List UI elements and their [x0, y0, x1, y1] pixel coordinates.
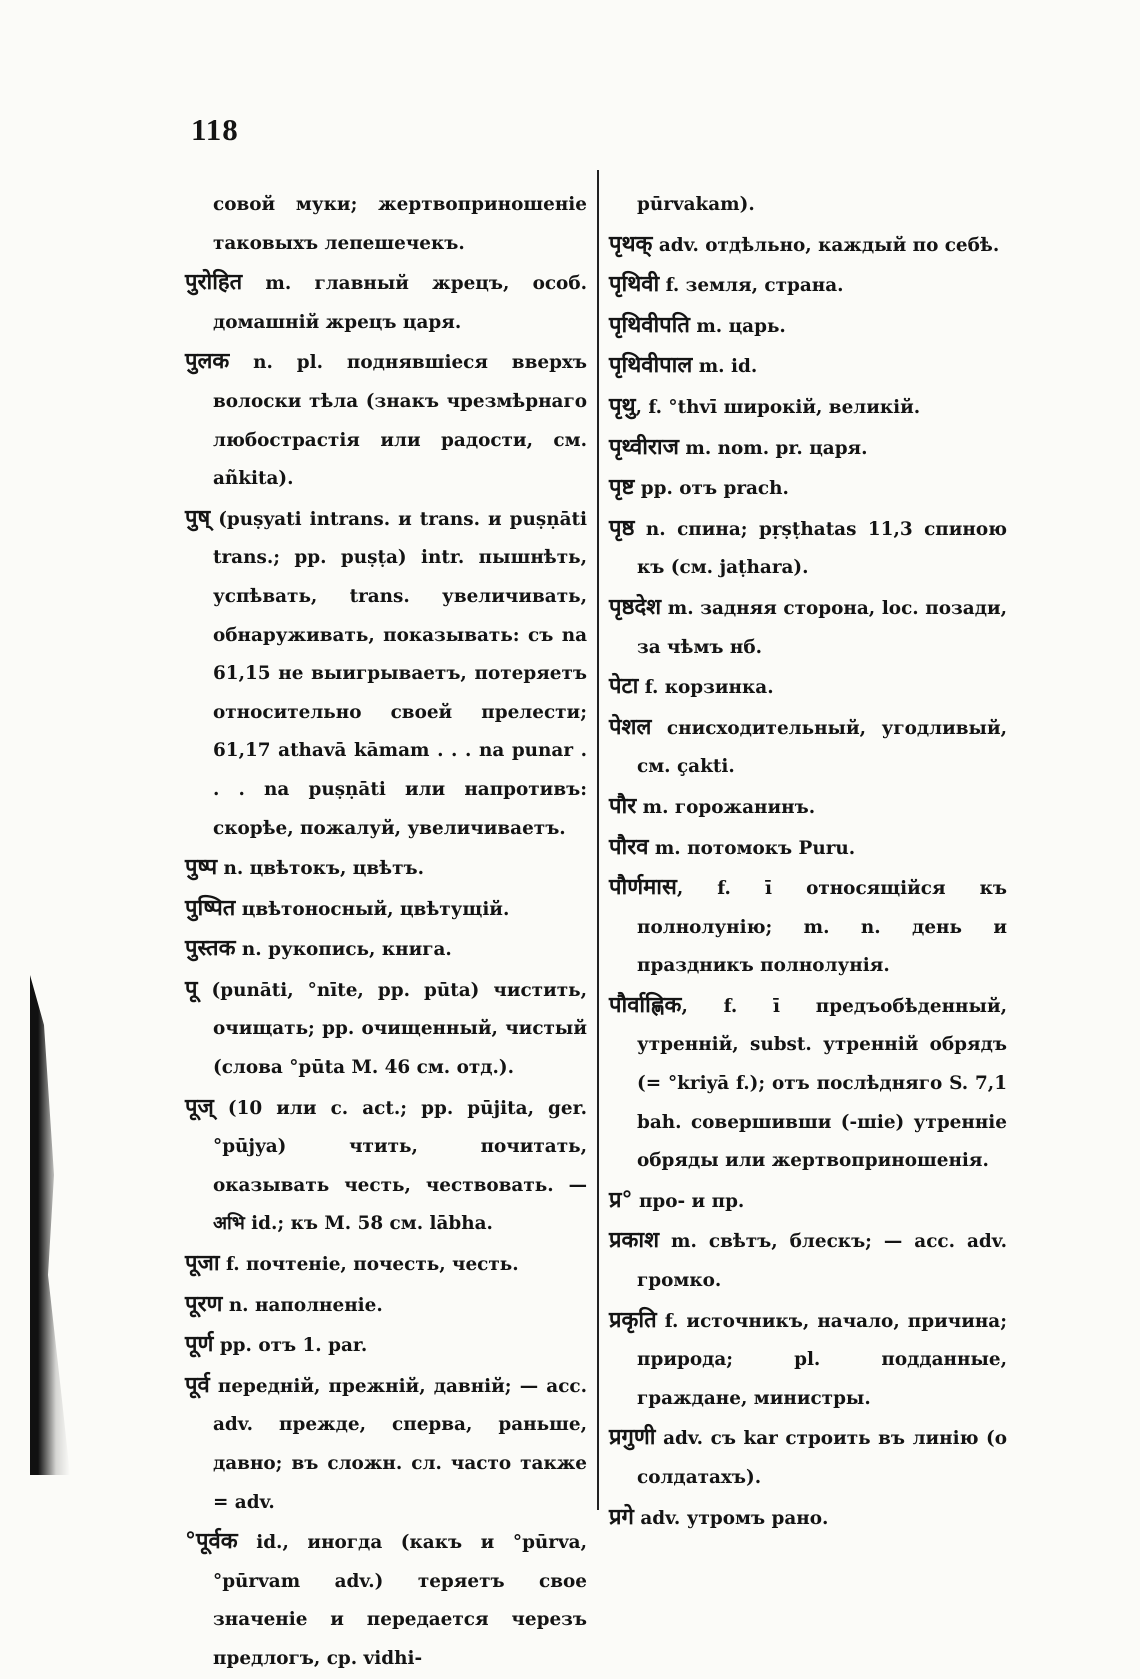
entry-definition: n. pl. поднявшіеся вверхъ волоски тѣла (знакъ чрезмѣрнаго любострастія или радости, см. añkita).: [213, 352, 587, 490]
dictionary-entry: [185, 1325, 587, 1366]
entry-headword: पौरव: [609, 833, 649, 860]
entry-definition: id., иногда (какъ и °pūrva, °pūrvam adv.) теряетъ свое значеніе и передается черезъ предлогъ, ср. vidhi-: [213, 1532, 587, 1669]
dictionary-entry: [609, 225, 1007, 266]
dictionary-entry: [609, 667, 1007, 708]
dictionary-entry: [609, 306, 1007, 347]
entry-definition: m. свѣтъ, блескъ; — acc. adv. громко.: [637, 1231, 1007, 1292]
entry-headword: प्र°: [609, 1186, 633, 1213]
entry-definition: m. главный жрецъ, особ. домашній жрецъ царя.: [213, 273, 587, 333]
dictionary-entry: [609, 346, 1007, 387]
dictionary-entry: [185, 342, 587, 498]
entry-headword: पुरोहित: [185, 269, 243, 296]
entry-definition: n. цвѣтокъ, цвѣтъ.: [223, 858, 425, 880]
entry-definition: передній, прежній, давній; — acc. adv. прежде, сперва, раньше, давно; въ сложн. сл. часто также = adv.: [213, 1375, 587, 1513]
entry-definition: цвѣтоносный, цвѣтущій.: [241, 898, 510, 920]
entry-definition: m. горожанинъ.: [642, 796, 816, 818]
entry-definition: n. наполненіе.: [228, 1294, 383, 1316]
entry-headword: पृथक्: [609, 230, 653, 257]
dictionary-entry: [609, 1418, 1007, 1497]
entry-definition: m. id.: [698, 356, 758, 378]
entry-headword: पृथिवीपाल: [609, 352, 693, 379]
entry-headword: पृष्ट: [609, 474, 635, 501]
entry-headword: पूज्: [185, 1093, 214, 1120]
entry-definition: m. задняя сторона, loc. позади, за чѣмъ нб.: [637, 597, 1007, 658]
dictionary-entry: [609, 468, 1007, 509]
dictionary-entry-continuation: [609, 186, 1007, 225]
entry-headword: प्रगुणी: [609, 1424, 656, 1451]
entry-headword: पृष्ठदेश: [609, 593, 662, 620]
entry-headword: पौर: [609, 792, 637, 819]
dictionary-entry: [185, 263, 587, 342]
entry-definition: pūrvakam).: [637, 194, 755, 215]
entry-headword: पृथ्वीराज: [609, 433, 679, 460]
entry-headword: पृथिवीपति: [609, 311, 690, 338]
dictionary-entry: [609, 787, 1007, 828]
entry-definition: (punāti, °nīte, pp. pūta) чистить, очищать; pp. очищенный, чистый (слова °pūta M. 46 см. отд.).: [211, 979, 587, 1079]
dictionary-entry: [609, 1301, 1007, 1419]
dictionary-entry: [609, 1181, 1007, 1222]
dictionary-entry: [609, 986, 1007, 1181]
dictionary-entry: [185, 929, 587, 970]
entry-definition: f. корзинка.: [644, 677, 774, 699]
entry-definition: pp. отъ 1. par.: [219, 1335, 368, 1357]
entry-headword: पूर्ण: [185, 1331, 214, 1358]
entry-definition: f. земля, страна.: [665, 275, 844, 297]
left-column: [185, 186, 587, 1679]
entry-headword: पुलक: [185, 348, 230, 375]
entry-definition: adv. съ kar строить въ линію (о солдатахъ).: [637, 1428, 1007, 1488]
dictionary-entry: [185, 1088, 587, 1244]
entry-definition: совой муки; жертвоприношеніе таковыхъ лепешечекъ.: [213, 194, 587, 254]
entry-headword: प्रकाश: [609, 1227, 660, 1254]
entry-definition: n. рукопись, книга.: [241, 939, 452, 961]
entry-headword: पौर्णमास: [609, 874, 677, 901]
entry-definition: n. спина; pṛṣṭhatas 11,3 спиною къ (см. jaṭhara).: [637, 518, 1007, 579]
entry-definition: adv. утромъ рано.: [640, 1507, 829, 1529]
entry-definition: m. потомокъ Puru.: [654, 837, 856, 859]
entry-headword: पुष्: [185, 504, 211, 531]
entry-headword: पृथु: [609, 392, 636, 419]
entry-headword: पृष्ठ: [609, 514, 635, 541]
page-number: 118: [191, 112, 239, 147]
entry-headword: पुष्प: [185, 854, 218, 881]
dictionary-entry: [609, 588, 1007, 667]
entry-definition: (10 или c. act.; pp. pūjita, ger. °pūjya) чтить, почитать, оказывать честь, чествовать. — अभि id.; къ M. 58 см. lābha.: [213, 1097, 588, 1235]
dictionary-entry: [609, 509, 1007, 588]
dictionary-entry: [609, 708, 1007, 787]
entry-definition: , f. ī предъобѣденный, утренній, subst. утренній обрядъ (= °kriyā f.); отъ послѣдняго S. 7,1 bah. совершивши (-шіе) утренніе обряды или жертвоприношенія.: [637, 995, 1007, 1172]
dictionary-entry: [185, 848, 587, 889]
entry-headword: पेटा: [609, 673, 639, 700]
dictionary-entry-continuation: [185, 186, 587, 263]
entry-definition: pp. отъ prach.: [640, 478, 789, 500]
entry-headword: पेशल: [609, 713, 652, 740]
dictionary-entry: [609, 265, 1007, 306]
entry-definition: (puṣyati intrans. и trans. и puṣṇāti trans.; pp. puṣṭa) intr. пышнѣть, успѣвать, trans. увеличивать, обнаруживать, показывать: съ na 61,15 не выигрываетъ, потеряетъ относительно своей прелести; 61,17 athavā kāmam . . . na punar . . . na puṣṇāti или напротивъ: скорѣе, пожалуй, увеличиваетъ.: [213, 508, 588, 839]
entry-definition: m. царь.: [696, 315, 786, 337]
entry-headword: पौर्वाह्णिक: [609, 991, 682, 1018]
entry-headword: पुस्तक: [185, 935, 236, 962]
entry-definition: adv. отдѣльно, каждый по себѣ.: [658, 234, 1000, 256]
dictionary-entry: [609, 1221, 1007, 1300]
entry-headword: पूर्व: [185, 1371, 210, 1398]
entry-headword: पूजा: [185, 1250, 220, 1277]
entry-headword: प्रकृति: [609, 1306, 657, 1333]
entry-headword: °पूर्वक: [185, 1528, 238, 1555]
dictionary-entry: [185, 1522, 587, 1678]
entry-headword: पृथिवी: [609, 271, 660, 298]
entry-definition: m. nom. pr. царя.: [685, 437, 868, 459]
entry-definition: f. почтеніе, почесть, честь.: [225, 1254, 519, 1276]
entry-definition: , f. ī относящійся къ полнолунію; m. n. день и праздникъ полнолунія.: [637, 878, 1007, 977]
dictionary-entry: [185, 970, 587, 1088]
dictionary-entry: [185, 499, 587, 848]
entry-headword: पू: [185, 975, 198, 1002]
scan-edge-shadow: [30, 975, 70, 1475]
entry-headword: पूरण: [185, 1290, 223, 1317]
dictionary-entry: [609, 868, 1007, 986]
dictionary-entry: [185, 889, 587, 930]
dictionary-entry: [609, 1498, 1007, 1539]
dictionary-entry: [609, 387, 1007, 428]
entry-definition: снисходительный, угодливый, см. çakti.: [637, 717, 1007, 778]
right-column: [609, 186, 1007, 1538]
dictionary-entry: [609, 828, 1007, 869]
entry-definition: про- и пр.: [638, 1190, 745, 1212]
dictionary-entry: [185, 1366, 587, 1522]
entry-headword: पुष्पित: [185, 894, 236, 921]
entry-headword: प्रगे: [609, 1503, 634, 1530]
entry-definition: f. источникъ, начало, причина; природа; pl. подданные, граждане, министры.: [637, 1310, 1007, 1409]
column-divider: [597, 170, 599, 1510]
dictionary-entry: [609, 428, 1007, 469]
entry-definition: , f. °thvī широкій, великій.: [635, 396, 921, 418]
dictionary-entry: [185, 1244, 587, 1285]
dictionary-entry: [185, 1285, 587, 1326]
